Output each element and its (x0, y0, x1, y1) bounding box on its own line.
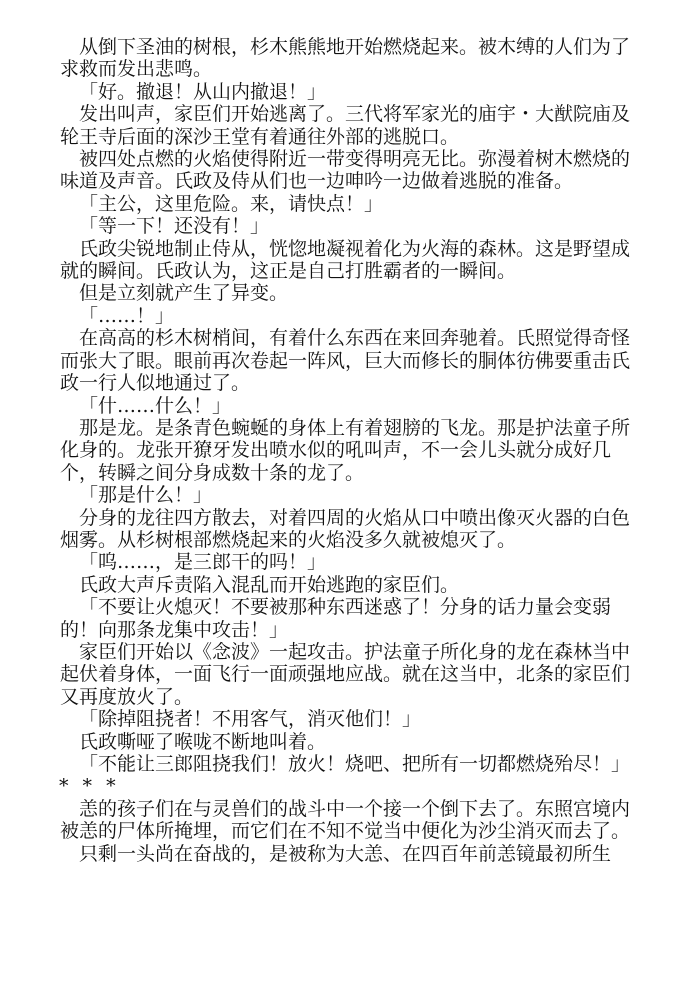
section-separator: * * * (59, 775, 120, 798)
dialogue-line: 「不能让三郎阻挠我们！放火！烧吧、把所有一切都燃烧殆尽！」 (79, 753, 631, 775)
paragraph-8: 但是立刻就产生了异变。 (79, 282, 289, 305)
dialogue-line: 「呜……，是三郎干的吗！」 (79, 551, 327, 574)
dialogue-line: 「什……什么！」 (79, 394, 232, 417)
document-page (60, 36, 640, 865)
paragraph-1: 从倒下圣油的树根，杉木熊熊地开始燃烧起来。被木缚的人们为了求救而发出悲鸣。 (60, 36, 631, 81)
dialogue-line: 「不要让火熄灭！不要被那种东西迷惑了！分身的话力量会变弱的！向那条龙集中攻击！」 (60, 596, 612, 641)
paragraph-12: 那是龙。是条青色蜿蜒的身体上有着翅膀的飞龙。那是护法童子所化身的。龙张开獠牙发出喷水似的吼叫声，不一会儿头就分成好几个，转瞬之间分身成数十条的龙了。 (60, 416, 631, 484)
dialogue-line: 「主公，这里危险。来，请快点！」 (79, 192, 384, 215)
paragraph-10: 在高高的杉木树梢间，有着什么东西在来回奔驰着。氏照觉得奇怪而张大了眼。眼前再次卷起一阵风，巨大而修长的胴体彷佛要重击氏政一行人似地通过了。 (60, 327, 631, 395)
paragraph-4: 被四处点燃的火焰使得附近一带变得明亮无比。弥漫着树木燃烧的味道及声音。氏政及侍从们也一边呻吟一边做着逃脱的准备。 (60, 148, 631, 193)
paragraph-23: 恙的孩子们在与灵兽们的战斗中一个接一个倒下去了。东照宫境内被恙的尸体所掩埋，而它们在不知不觉当中便化为沙尘消灭而去了。 (60, 797, 631, 843)
dialogue-line: 「除掉阻挠者！不用客气，消灭他们！」 (79, 708, 422, 731)
dialogue-line: 「等一下！还没有！」 (79, 215, 270, 238)
paragraph-7: 氏政尖锐地制止侍从，恍惚地凝视着化为火海的森林。这是野望成就的瞬间。氏政认为，这正是自己打胜霸者的一瞬间。 (60, 237, 631, 283)
paragraph-18: 家臣们开始以《念波》一起攻击。护法童子所化身的龙在森林当中起伏着身体，一面飞行一面顽强地应战。就在这当中，北条的家臣们又再度放火了。 (60, 640, 631, 708)
paragraph-20: 氏政嘶哑了喉咙不断地叫着。 (79, 730, 327, 753)
paragraph-24: 只剩一头尚在奋战的，是被称为大恙、在四百年前恙镜最初所生 (79, 842, 612, 865)
dialogue-line: 「那是什么！」 (79, 484, 213, 507)
paragraph-14: 分身的龙往四方散去，对着四周的火焰从口中喷出像灭火器的白色烟雾。从杉树根部燃烧起来的火焰没多久就被熄灭了。 (60, 506, 631, 551)
paragraph-16: 氏政大声斥责陷入混乱而开始逃跑的家臣们。 (79, 573, 460, 596)
dialogue-line: 「……！」 (79, 304, 175, 327)
paragraph-3: 发出叫声，家臣们开始逃离了。三代将军家光的庙宇・大猷院庙及轮王寺后面的深沙王堂有着通往外部的逃脱口。 (60, 103, 631, 148)
dialogue-line: 「好。撤退！从山内撤退！」 (79, 80, 327, 103)
